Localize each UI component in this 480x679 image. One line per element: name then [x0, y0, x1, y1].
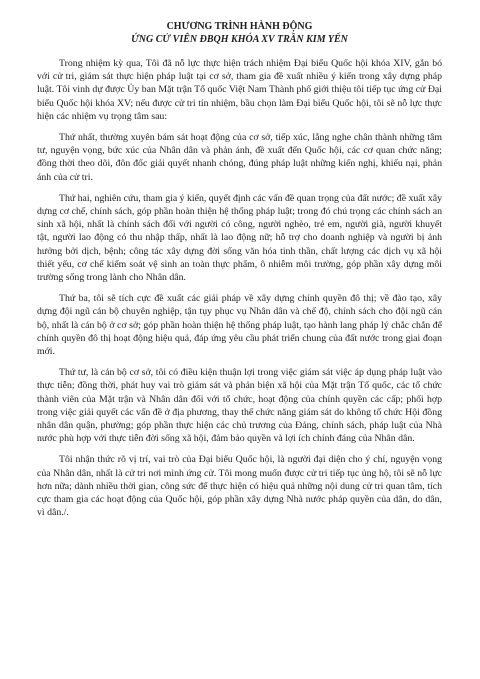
paragraph-fourth-task: Thứ tư, là cán bộ cơ sở, tôi có điều kiện thuận lợi trong việc giám sát việc áp dụng pháp luật vào thực tiễn; đồng thời, phát huy vai trò giám sát và phản biện xã hội của Mặt trận Tổ quốc, các tổ chức thành viên của Mặt trận và Nhân dân đối với tổ chức, hoạt động của chính quyền các cấp; phối hợp trong việc giải quyết các vấn đề ở địa phương, thay thế chức năng giám sát do không tổ chức Hội đồng nhân dân quận, phường; góp phần thực hiện các chủ trương của Đảng, chính sách, pháp luật của Nhà nước phù hợp với thực tiễn đời sống xã hội, đảm bảo quyền và lợi ích chính đáng của Nhân dân. — [37, 367, 442, 445]
document-subtitle: ỨNG CỬ VIÊN ĐBQH KHÓA XV TRẦN KIM YẾN — [131, 34, 348, 45]
paragraph-second-task: Thứ hai, nghiên cứu, tham gia ý kiến, quyết định các vấn đề quan trọng của đất nước; đề xuất xây dựng cơ chế, chính sách, góp phần hoàn thiện hệ thống pháp luật; trong đó chú trọng các chính sách an sinh xã hội, nhất là chính sách đối với người có công, người nghèo, trẻ em, người già, người khuyết tật, người lao động có thu nhập thấp, nhất là lao động nữ; hỗ trợ cho doanh nghiệp và người bị ảnh hưởng bởi dịch, bệnh; công tác xây dựng đời sống văn hóa tinh thần, chất lượng các dịch vụ xã hội thiết yếu, cơ chế kiểm soát vệ sinh an toàn thực phẩm, ô nhiễm môi trường, góp phần xây dựng môi trường sống trong lành cho Nhân dân. — [37, 192, 442, 284]
document-title: CHƯƠNG TRÌNH HÀNH ĐỘNG — [166, 21, 313, 32]
paragraph-first-task: Thứ nhất, thường xuyên bám sát hoạt động của cơ sở, tiếp xúc, lắng nghe chân thành những tâm tư, nguyện vọng, bức xúc của Nhân dân và phản ánh, đề xuất đến Quốc hội, các cơ quan chức năng; đồng thời theo dõi, đôn đốc giải quyết nhanh chóng, đúng pháp luật những kiến nghị, khiếu nại, phản ánh của cử tri. — [37, 132, 442, 183]
paragraph-closing: Tôi nhận thức rõ vị trí, vai trò của Đại biểu Quốc hội, là người đại diện cho ý chí, nguyện vọng của Nhân dân, nhất là cử tri nơi mình ứng cử. Tôi mong muốn được cử tri tiếp tục ủng hộ, tôi sẽ nỗ lực hơn nữa; dành nhiều thời gian, công sức để thực hiện có hiệu quả những nội dung cử tri quan tâm, tích cực tham gia các hoạt động của Quốc hội, góp phần xây dựng Nhà nước pháp quyền của dân, do dân, vì dân./. — [37, 454, 442, 519]
paragraph-intro: Trong nhiệm kỳ qua, Tôi đã nỗ lực thực hiện trách nhiệm Đại biểu Quốc hội khóa XIV, gắn bó với cử tri, giám sát thực hiện pháp luật tại cơ sở, tham gia đề xuất nhiều ý kiến trong xây dựng pháp luật. Tôi vinh dự được Ủy ban Mặt trận Tổ quốc Việt Nam Thành phố giới thiệu tôi tiếp tục ứng cử Đại biểu Quốc hội khóa XV; nếu được cử tri tín nhiệm, bầu chọn làm Đại biểu Quốc hội, tôi sẽ nỗ lực thực hiện các nhiệm vụ trọng tâm sau: — [37, 58, 442, 122]
paragraph-third-task: Thứ ba, tôi sẽ tích cực đề xuất các giải pháp về xây dựng chính quyền đô thị; về đào tạo, xây dựng đội ngũ cán bộ chuyên nghiệp, tận tụy phục vụ Nhân dân và chế độ, chính sách cho đội ngũ cán bộ, nhất là cán bộ ở cơ sở; góp phần hoàn thiện hệ thống pháp luật, tạo hành lang pháp lý chắc chắn để chính quyền đô thị hoạt động hiệu quả, đáp ứng yêu cầu phát triển chung của đất nước trong giai đoạn mới. — [37, 293, 442, 358]
